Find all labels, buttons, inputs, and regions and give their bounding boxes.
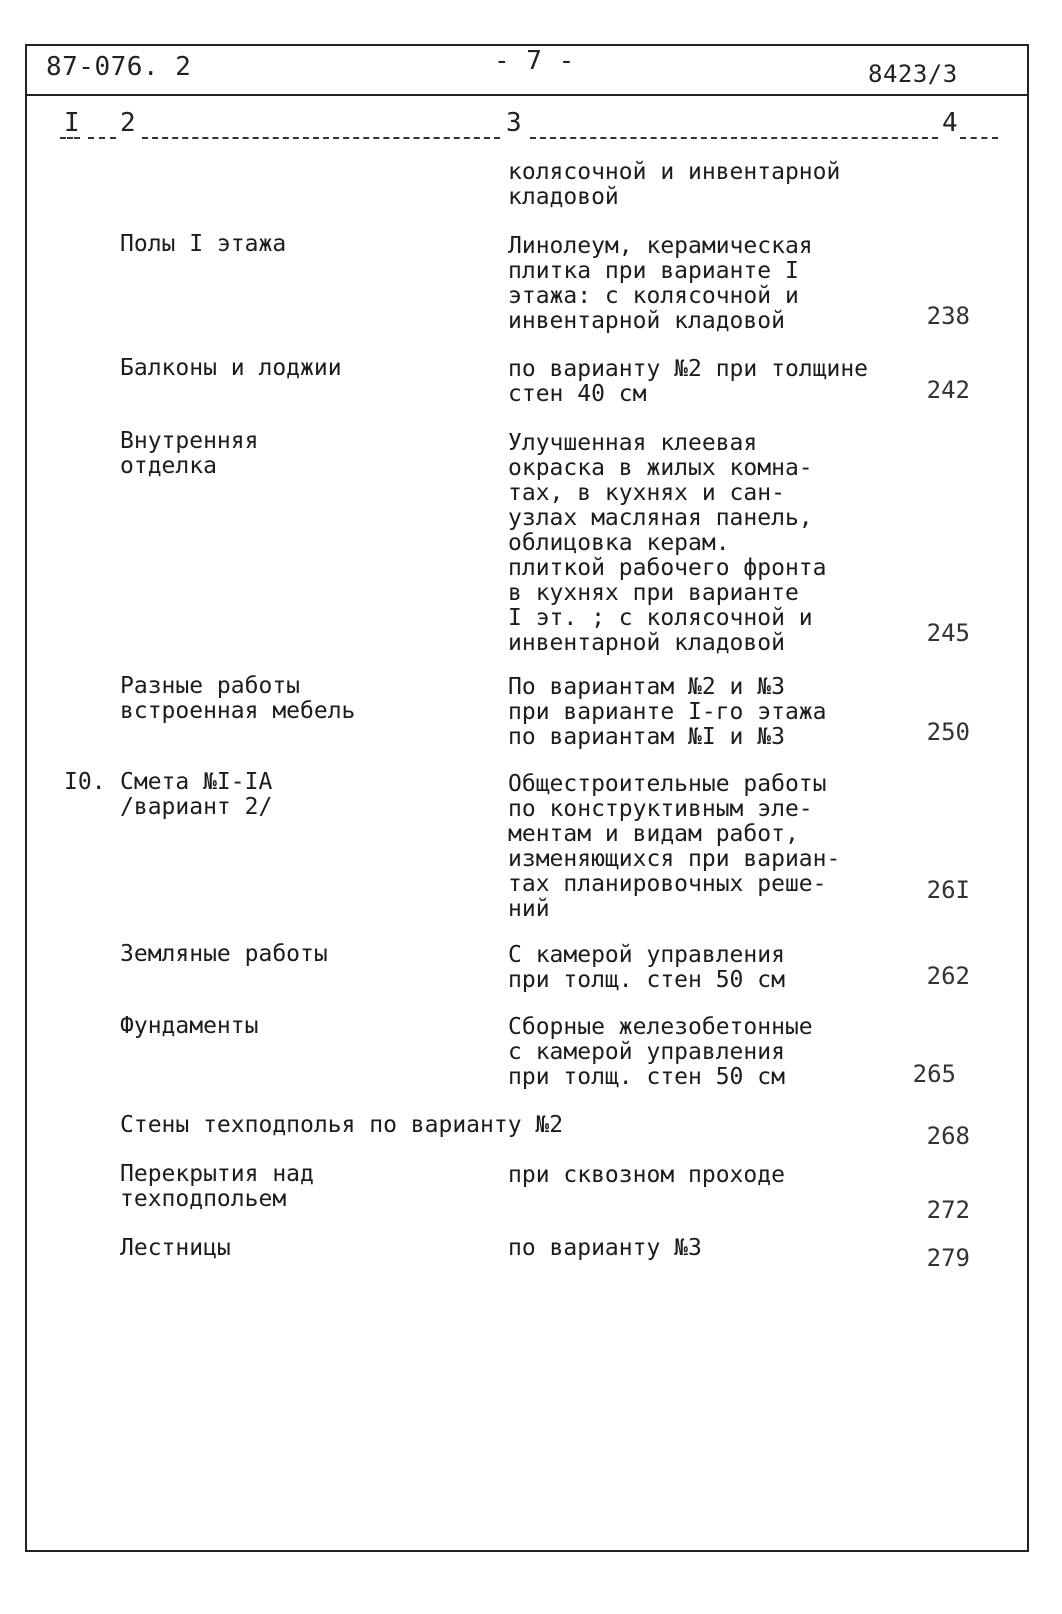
row-page: 250 xyxy=(926,718,970,746)
row-page: 238 xyxy=(926,302,970,330)
row-description: По вариантам №2 и №3 при варианте I-го этажа по вариантам №I и №3 xyxy=(508,674,827,750)
row-page: 272 xyxy=(926,1196,970,1224)
column-header-rule xyxy=(960,137,998,139)
row-name: Перекрытия над техподпольем xyxy=(120,1161,314,1212)
row-page: 245 xyxy=(926,619,970,647)
row-page: 268 xyxy=(926,1122,970,1150)
row-name: Полы I этажа xyxy=(120,231,287,257)
column-header-4: 4 xyxy=(942,108,958,138)
row-number: I0. xyxy=(64,769,106,795)
column-header-3: 3 xyxy=(506,108,522,138)
row-name: Разные работы встроенная мебель xyxy=(120,673,356,724)
row-description: колясочной и инвентарной кладовой xyxy=(508,159,841,210)
row-description: по варианту №3 xyxy=(508,1235,702,1261)
row-description: Общестроительные работы по конструктивным эле- ментам и видам работ, изменяющихся при вариан- тах планировочных реше- ний xyxy=(508,771,841,922)
row-description: С камерой управления при толщ. стен 50 см xyxy=(508,942,785,993)
column-header-1: I xyxy=(64,108,80,138)
row-description: Сборные железобетонные с камерой управления при толщ. стен 50 см xyxy=(508,1014,813,1090)
row-page: 242 xyxy=(926,376,970,404)
row-description: при сквозном проходе xyxy=(508,1162,785,1188)
row-name: Стены техподполья по варианту №2 xyxy=(120,1112,564,1138)
header-divider xyxy=(25,94,1029,96)
column-header-rule xyxy=(530,137,938,139)
row-description: по варианту №2 при толщине стен 40 см xyxy=(508,356,869,407)
column-header-2: 2 xyxy=(120,108,136,138)
page-number: - 7 - xyxy=(494,46,575,76)
row-name: Балконы и лоджии xyxy=(120,355,342,381)
row-description: Линолеум, керамическая плитка при варианте I этажа: с колясочной и инвентарной кладовой xyxy=(508,233,813,334)
row-description: Улучшенная клеевая окраска в жилых комна- тах, в кухнях и сан- узлах масляная панель, облицовка керам. плиткой рабочего фронта в кухнях при варианте I эт. ; с колясочной и инвентарной кладовой xyxy=(508,430,827,656)
row-page: 262 xyxy=(926,962,970,990)
row-page: 26I xyxy=(926,876,970,904)
sheet-number: 8423/3 xyxy=(868,60,958,88)
row-name: Лестницы xyxy=(120,1235,231,1261)
column-header-rule xyxy=(60,137,80,139)
row-page: 279 xyxy=(926,1244,970,1272)
row-page: 265 xyxy=(912,1060,956,1088)
row-name: Внутренняя отделка xyxy=(120,428,259,479)
row-name: Смета №I-IA /вариант 2/ xyxy=(120,769,273,820)
row-name: Земляные работы xyxy=(120,941,328,967)
row-name: Фундаменты xyxy=(120,1013,259,1039)
column-header-rule xyxy=(88,137,116,139)
doc-code: 87-076. 2 xyxy=(46,52,192,82)
column-header-rule xyxy=(142,137,500,139)
